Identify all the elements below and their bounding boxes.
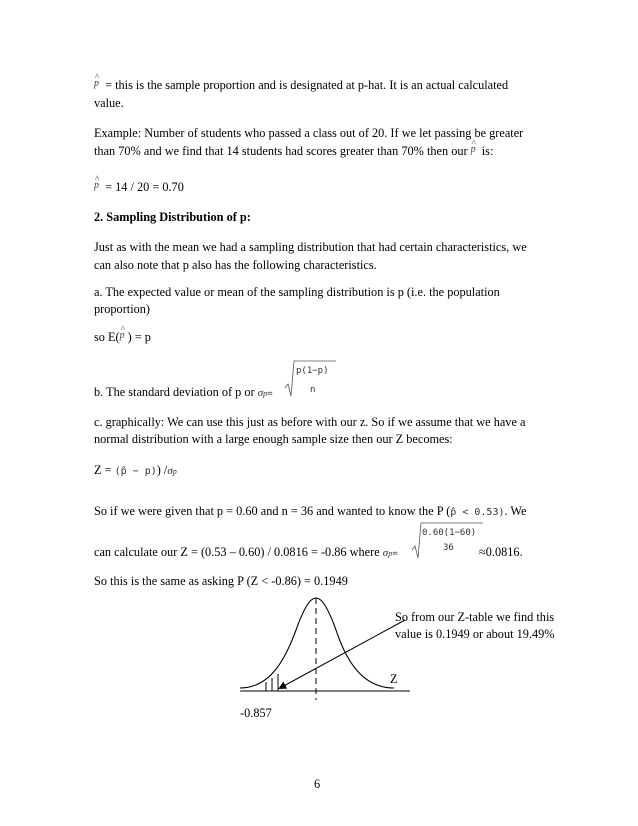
example-line2 xyxy=(94,142,493,162)
item-b-text: b. The standard deviation of p or xyxy=(94,385,255,399)
calc-denominator: 36 xyxy=(443,543,454,553)
intro-line1: Just as with the mean we had a sampling distribution that had certain characteristics, we xyxy=(94,240,527,254)
sigma-symbol: σ xyxy=(382,547,389,559)
example-line2-text: than 70% and we find that 14 students had scores greater than 70% then our xyxy=(94,144,468,158)
calc-radical xyxy=(411,520,483,562)
expected-value-post: ) = p xyxy=(127,330,151,344)
phat-definition-text: = this is the sample proportion and is designated at p-hat. It is an actual calculated xyxy=(105,78,509,92)
sigma-subscript: p xyxy=(263,389,268,398)
z-formula-expr: (p̂ − p) xyxy=(114,466,157,477)
sd-numerator: p(1−p) xyxy=(296,366,329,376)
item-a-line2: proportion) xyxy=(94,302,151,316)
example-calc-text: = 14 / 20 = 0.70 xyxy=(105,180,184,194)
p-hat-symbol: ^ p xyxy=(94,177,102,195)
normal-curve xyxy=(240,598,394,688)
critical-value-label: -0.857 xyxy=(240,706,272,720)
p-hat-symbol: ^ p xyxy=(120,327,128,345)
given-text: So if we were given that p = 0.60 and n = 36 and wanted to know the P ( xyxy=(94,504,451,518)
normal-curve-figure xyxy=(230,590,580,700)
same-as-line: So this is the same as asking P (Z < -0.86) = 0.1949 xyxy=(94,574,348,588)
example-line2-end: is: xyxy=(481,144,494,158)
z-axis-label: Z xyxy=(390,672,398,686)
page-number: 6 xyxy=(314,777,321,791)
sigma-subscript: p xyxy=(388,549,393,558)
z-formula xyxy=(94,461,177,481)
example-calc xyxy=(94,178,184,198)
expected-value-pre: so E( xyxy=(94,330,120,344)
expected-value xyxy=(94,328,151,348)
equals-sign: = xyxy=(392,549,398,559)
p-hat-symbol: ^ p xyxy=(471,141,479,159)
intro-line2: can also note that p also has the following characteristics. xyxy=(94,258,377,272)
item-b xyxy=(94,383,273,403)
item-c-line2: normal distribution with a large enough sample size then our Z becomes: xyxy=(94,432,453,446)
item-a-line1: a. The expected value or mean of the sampling distribution is p (i.e. the population xyxy=(94,285,500,299)
sigma-symbol: σ xyxy=(257,387,264,399)
figure-note-line2: value is 0.1949 or about 19.49% xyxy=(395,627,555,641)
sd-denominator: n xyxy=(310,385,316,395)
given-line xyxy=(94,502,527,522)
phat-definition-line2: value. xyxy=(94,96,124,110)
z-formula-pre: Z = xyxy=(94,463,115,477)
pointer-arrow xyxy=(280,620,405,688)
example-line1: Example: Number of students who passed a class out of 20. If we let passing be greater xyxy=(94,126,524,140)
calc-line xyxy=(94,543,398,563)
p-hat-symbol: ^ p xyxy=(94,75,102,93)
calc-result: ≈0.0816. xyxy=(479,545,523,559)
calc-text: can calculate our Z = (0.53 – 0.60) / 0.0816 = -0.86 where xyxy=(94,545,380,559)
equals-sign: = xyxy=(267,389,273,399)
sigma-subscript: p xyxy=(172,467,177,476)
calc-numerator: 0.60(1−60) xyxy=(422,528,477,538)
z-formula-close: ) / xyxy=(156,463,168,477)
given-expr: p̂ < 0.53) xyxy=(450,507,505,518)
figure-note-line1: So from our Z-table we find this xyxy=(395,610,555,624)
item-c-line1: c. graphically: We can use this just as before with our z. So if we assume that we have a xyxy=(94,415,526,429)
given-end: . We xyxy=(504,504,527,518)
sigma-symbol: σ xyxy=(167,465,173,477)
phat-definition-line1 xyxy=(94,76,508,96)
section-heading: 2. Sampling Distribution of p: xyxy=(94,210,251,224)
